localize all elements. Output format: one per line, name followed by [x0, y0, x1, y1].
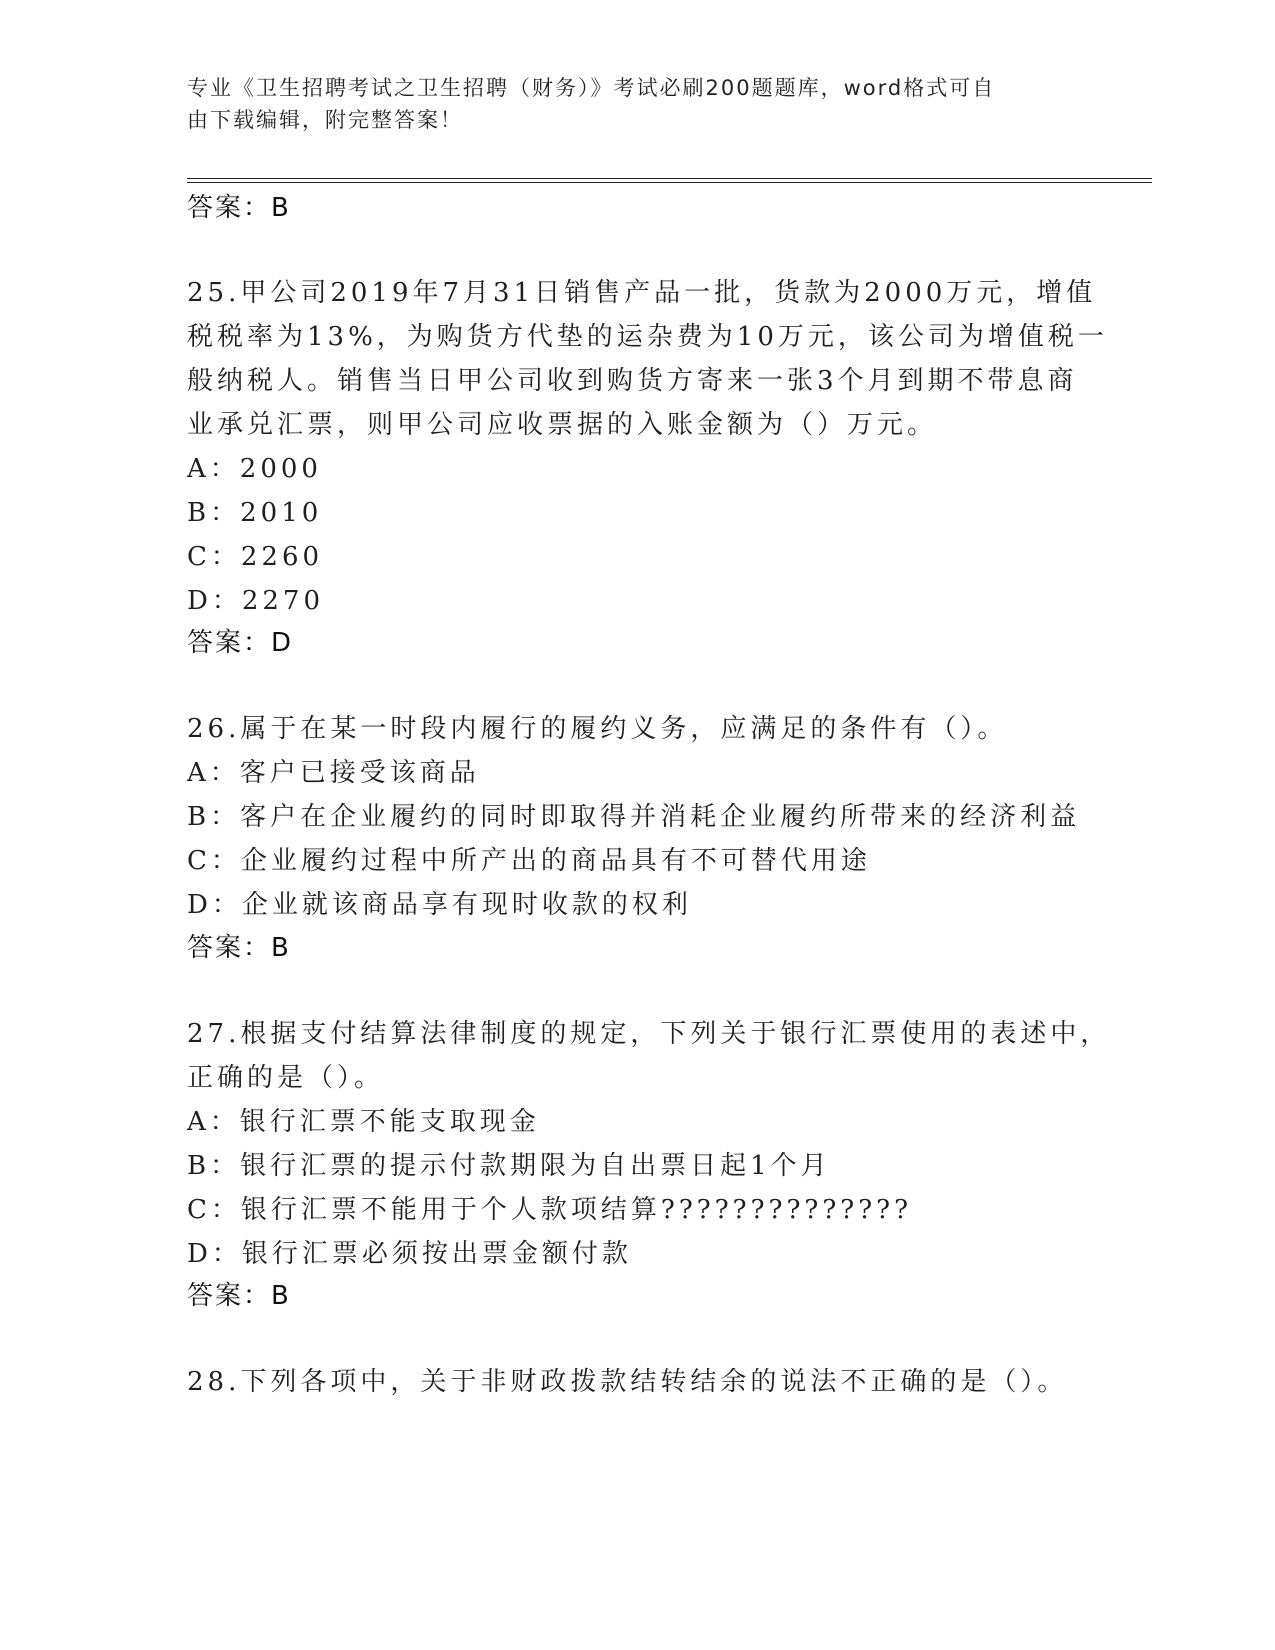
- header-line-2: 由下载编辑，附完整答案！: [187, 108, 463, 132]
- question-27-answer: 答案：B: [187, 1281, 291, 1311]
- question-25-option-d: D：2270: [187, 586, 325, 616]
- question-26-text-line-1: 26.属于在某一时段内履行的履约义务，应满足的条件有（）。: [187, 714, 1008, 744]
- question-27-text-line-1: 27.根据支付结算法律制度的规定，下列关于银行汇票使用的表述中，: [187, 1019, 1111, 1049]
- answer-previous: 答案：B: [187, 193, 291, 223]
- question-26-option-c: C：企业履约过程中所产出的商品具有不可替代用途: [187, 846, 871, 876]
- question-25-option-c: C：2260: [187, 542, 324, 572]
- header-divider-top: [187, 178, 1152, 179]
- question-25-text-line-1: 25.甲公司2019年7月31日销售产品一批，货款为2000万元，增值: [187, 278, 1097, 308]
- question-26-option-b: B：客户在企业履约的同时即取得并消耗企业履约所带来的经济利益: [187, 802, 1081, 832]
- question-26-option-a: A：客户已接受该商品: [187, 758, 480, 788]
- question-25-option-b: B：2010: [187, 498, 323, 528]
- question-25-text-line-2: 税税率为13%，为购货方代垫的运杂费为10万元，该公司为增值税一: [187, 322, 1108, 352]
- document-header: [187, 72, 1067, 136]
- question-25-answer: 答案：D: [187, 628, 294, 658]
- question-27-option-d: D：银行汇票必须按出票金额付款: [187, 1239, 632, 1269]
- question-26-option-d: D：企业就该商品享有现时收款的权利: [187, 890, 692, 920]
- question-25-option-a: A：2000: [187, 454, 322, 484]
- question-28-text-line-1: 28.下列各项中，关于非财政拨款结转结余的说法不正确的是（）。: [187, 1367, 1068, 1397]
- question-27-text-line-2: 正确的是（）。: [187, 1063, 385, 1093]
- question-27-option-b: B：银行汇票的提示付款期限为自出票日起1个月: [187, 1151, 831, 1181]
- question-27-option-c: C：银行汇票不能用于个人款项结算??????????????: [187, 1195, 913, 1225]
- question-25-text-line-3: 般纳税人。销售当日甲公司收到购货方寄来一张3个月到期不带息商: [187, 366, 1078, 396]
- question-25-text-line-4: 业承兑汇票，则甲公司应收票据的入账金额为（）万元。: [187, 410, 938, 440]
- header-divider-bottom: [187, 182, 1152, 183]
- question-26-answer: 答案：B: [187, 933, 291, 963]
- question-27-option-a: A：银行汇票不能支取现金: [187, 1107, 540, 1137]
- header-line-1: 专业《卫生招聘考试之卫生招聘（财务）》考试必刷200题题库，word格式可自: [187, 76, 996, 100]
